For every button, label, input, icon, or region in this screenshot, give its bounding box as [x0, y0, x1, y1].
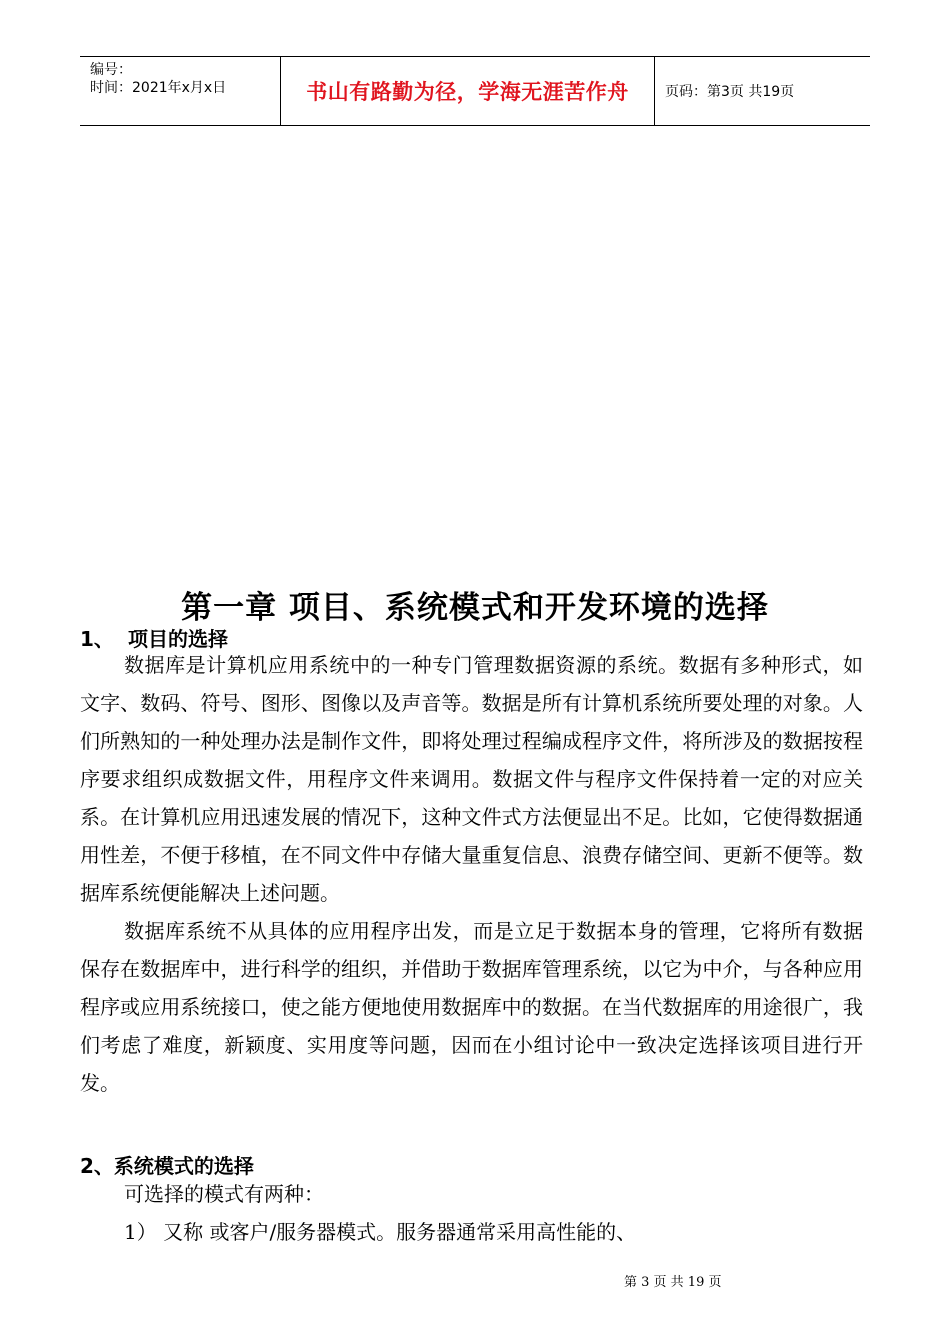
header-meta-cell: [80, 57, 281, 125]
header-page-info: 页码：第3页 共19页: [665, 84, 795, 100]
page-footer: 第 3 页 共 19 页: [624, 1275, 722, 1290]
section-1-paragraph-2: 数据库系统不从具体的应用程序出发，而是立足于数据本身的管理，它将所有数据保存在数据库中，进行科学的组织，并借助于数据库管理系统，以它为中介，与各种应用程序或应用系统接口，使之能方便地使用数据库中的数据。在当代数据库的用途很广，我们考虑了难度，新颖度、实用度等问题，因而在小组讨论中一致决定选择该项目进行开发。: [80, 919, 863, 1095]
motto-text: 书山有路勤为径，学海无涯苦作舟: [306, 80, 629, 104]
section-2-intro: 可选择的模式有两种：: [124, 1182, 324, 1206]
section-1-number: 1、: [80, 627, 114, 651]
page-header: [80, 56, 870, 126]
number-label: 编号：: [90, 62, 132, 78]
chapter-title: 第一章 项目、系统模式和开发环境的选择: [181, 590, 769, 626]
header-page-cell: [655, 57, 870, 125]
section-1-paragraph-1: 数据库是计算机应用系统中的一种专门管理数据资源的系统。数据有多种形式，如文字、数码、符号、图形、图像以及声音等。数据是所有计算机系统所要处理的对象。人们所熟知的一种处理办法是制作文件，即将处理过程编成程序文件，将所涉及的数据按程序要求组织成数据文件，用程序文件来调用。数据文件与程序文件保持着一定的对应关系。在计算机应用迅速发展的情况下，这种文件式方法便显出不足。比如，它使得数据通用性差，不便于移植，在不同文件中存储大量重复信息、浪费存储空间、更新不便等。数据库系统便能解决上述问题。: [80, 653, 863, 905]
section-2-heading: 2、系统模式的选择: [80, 1154, 254, 1178]
section-2-item-1: 1） 又称 或客户/服务器模式。服务器通常采用高性能的、: [124, 1220, 637, 1244]
section-1-title: 项目的选择: [128, 627, 228, 651]
header-motto-cell: [281, 57, 655, 125]
time-label: 时间：2021年x月x日: [90, 80, 227, 96]
